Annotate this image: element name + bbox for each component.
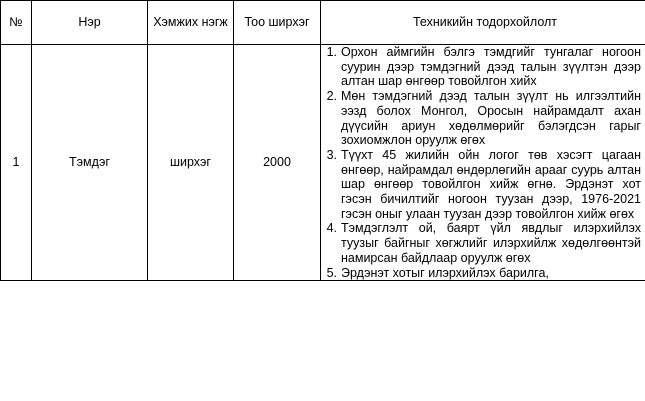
header-unit: Хэмжих нэгж — [148, 1, 234, 45]
list-item — [321, 89, 645, 148]
header-row — [1, 1, 645, 45]
spec-list — [321, 45, 645, 280]
header-name: Нэр — [32, 1, 148, 45]
cell-quantity: 2000 — [234, 45, 321, 281]
header-spec: Техникийн тодорхойлолт — [321, 1, 645, 45]
list-item-text: Тэмдэглэлт ой, баярт үйл явдлыг илэрхийлэх туузыг байгныг хөгжлийг илэрхийлж хөдөлгөөнтэй намирсан байдлаар оруулж өгөх — [341, 221, 641, 265]
list-item-number: 5. — [326, 265, 337, 280]
header-no: № — [1, 1, 32, 45]
list-item-text: Түүхт 45 жилийн ойн логог төв хэсэгт цагаан өнгөөр, найрамдал өндөрлөгийн арааг суурь алтан шар өнгөөр товойлгон хийж өгнө. Эрдэнэт хот гэсэн бичилтийг ногоон туузан дээр, 1976-2021 гэсэн оныг улаан туузан дээр товойлгон хийж өгөх — [341, 147, 641, 221]
list-item-text: Эрдэнэт хотыг илэрхийлэх барилга, — [341, 265, 549, 280]
table-row — [1, 45, 645, 281]
list-item-text: Орхон аймгийн бэлгэ тэмдгийг тунгалаг ногоон суурин дээр тэмдэгний дээд талын зүүлтэн дээр алтан шар өнгөөр товойлгон хийх — [341, 45, 641, 89]
list-item-number: 1. — [326, 45, 337, 59]
header-quantity: Тоо ширхэг — [234, 1, 321, 45]
cell-spec — [321, 45, 645, 281]
list-item-number: 2. — [326, 89, 337, 104]
list-item — [321, 148, 645, 222]
cell-name: Тэмдэг — [32, 45, 148, 281]
list-item-text: Мөн тэмдэгний дээд талын зүүлт нь илгээлтийн ээзд болох Монгол, Оросын найрамдалт ахан дүүсийн ариун хөдөлмөрийг бэлэгдсэн гарыг зохиомжлон оруулж өгөх — [341, 89, 641, 148]
list-item-number: 3. — [326, 147, 337, 162]
list-item — [321, 221, 645, 265]
list-item-number: 4. — [326, 221, 337, 236]
cell-no: 1 — [1, 45, 32, 281]
list-item — [321, 45, 645, 89]
cell-unit: ширхэг — [148, 45, 234, 281]
list-item — [321, 266, 645, 281]
